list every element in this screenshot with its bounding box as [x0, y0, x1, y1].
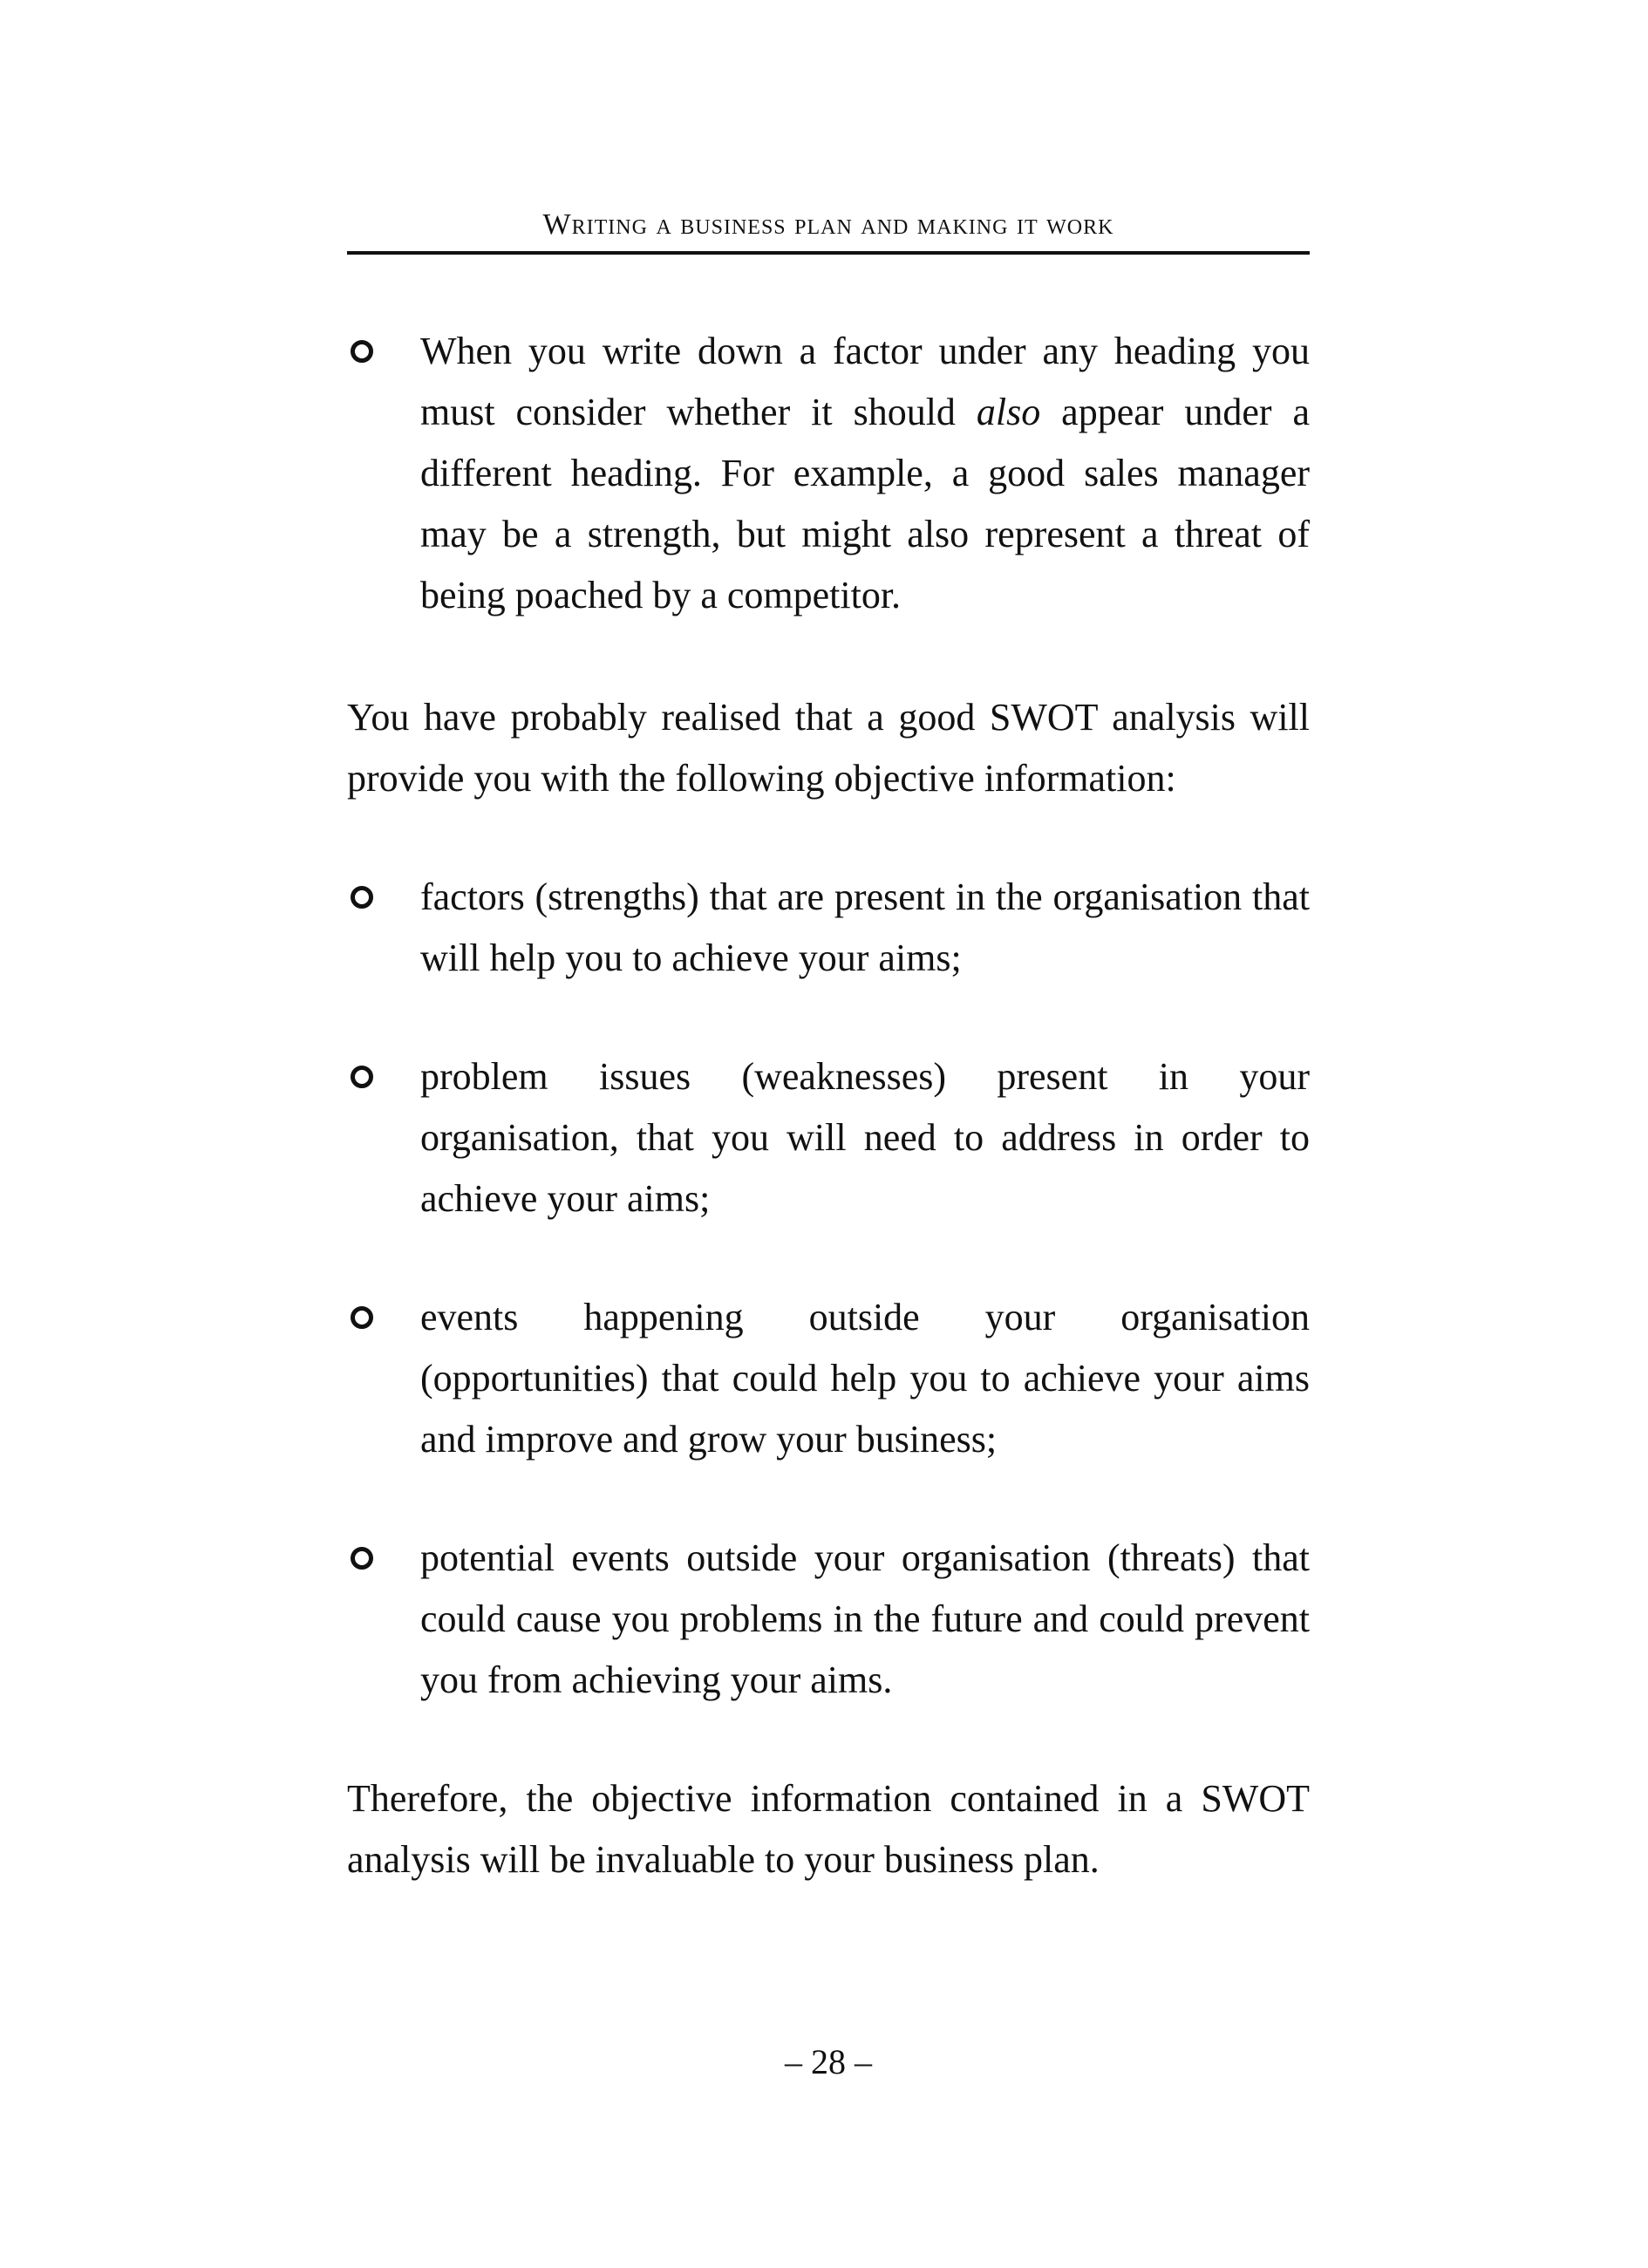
- intro-bullet-text: [420, 321, 1310, 626]
- bullet-text: factors (strengths) that are present in the organisation that will help you to achieve your aims;: [420, 875, 1310, 979]
- paragraph-swot-intro: You have probably realised that a good SWOT analysis will provide you with the following objective information:: [347, 696, 1310, 800]
- page-number: – 28 –: [785, 2042, 872, 2081]
- intro-text-after: appear under a different heading. For example, a good sales manager may be a strength, but might also represent a threat of being poached by a competitor.: [420, 391, 1310, 616]
- intro-text-before: When you write down a factor under any heading you must consider whether it should: [420, 330, 1310, 433]
- bullet-text: potential events outside your organisation (threats) that could cause you problems in the future and could prevent you from achieving your aims.: [420, 1536, 1310, 1701]
- hollow-circle-bullet-icon: [351, 1066, 373, 1088]
- page-body: [347, 321, 1310, 1890]
- list-item-strengths: [347, 867, 1310, 989]
- list-item-intro: [347, 321, 1310, 626]
- bullet-text: problem issues (weaknesses) present in your organisation, that you will need to address in order to achieve your aims;: [420, 1055, 1310, 1220]
- list-item-weaknesses: [347, 1046, 1310, 1229]
- paragraph-conclusion: Therefore, the objective information contained in a SWOT analysis will be invaluable to your business plan.: [347, 1777, 1310, 1881]
- running-header: Writing a business plan and making it work: [542, 208, 1114, 241]
- hollow-circle-bullet-icon: [351, 340, 373, 363]
- hollow-circle-bullet-icon: [351, 1547, 373, 1570]
- list-item-opportunities: [347, 1287, 1310, 1470]
- hollow-circle-bullet-icon: [351, 886, 373, 909]
- header-rule: [347, 251, 1310, 255]
- intro-text-emphasis: also: [976, 391, 1041, 433]
- bullet-text: events happening outside your organisation (opportunities) that could help you to achieve your aims and improve and grow your business;: [420, 1296, 1310, 1461]
- list-item-threats: [347, 1528, 1310, 1711]
- hollow-circle-bullet-icon: [351, 1306, 373, 1329]
